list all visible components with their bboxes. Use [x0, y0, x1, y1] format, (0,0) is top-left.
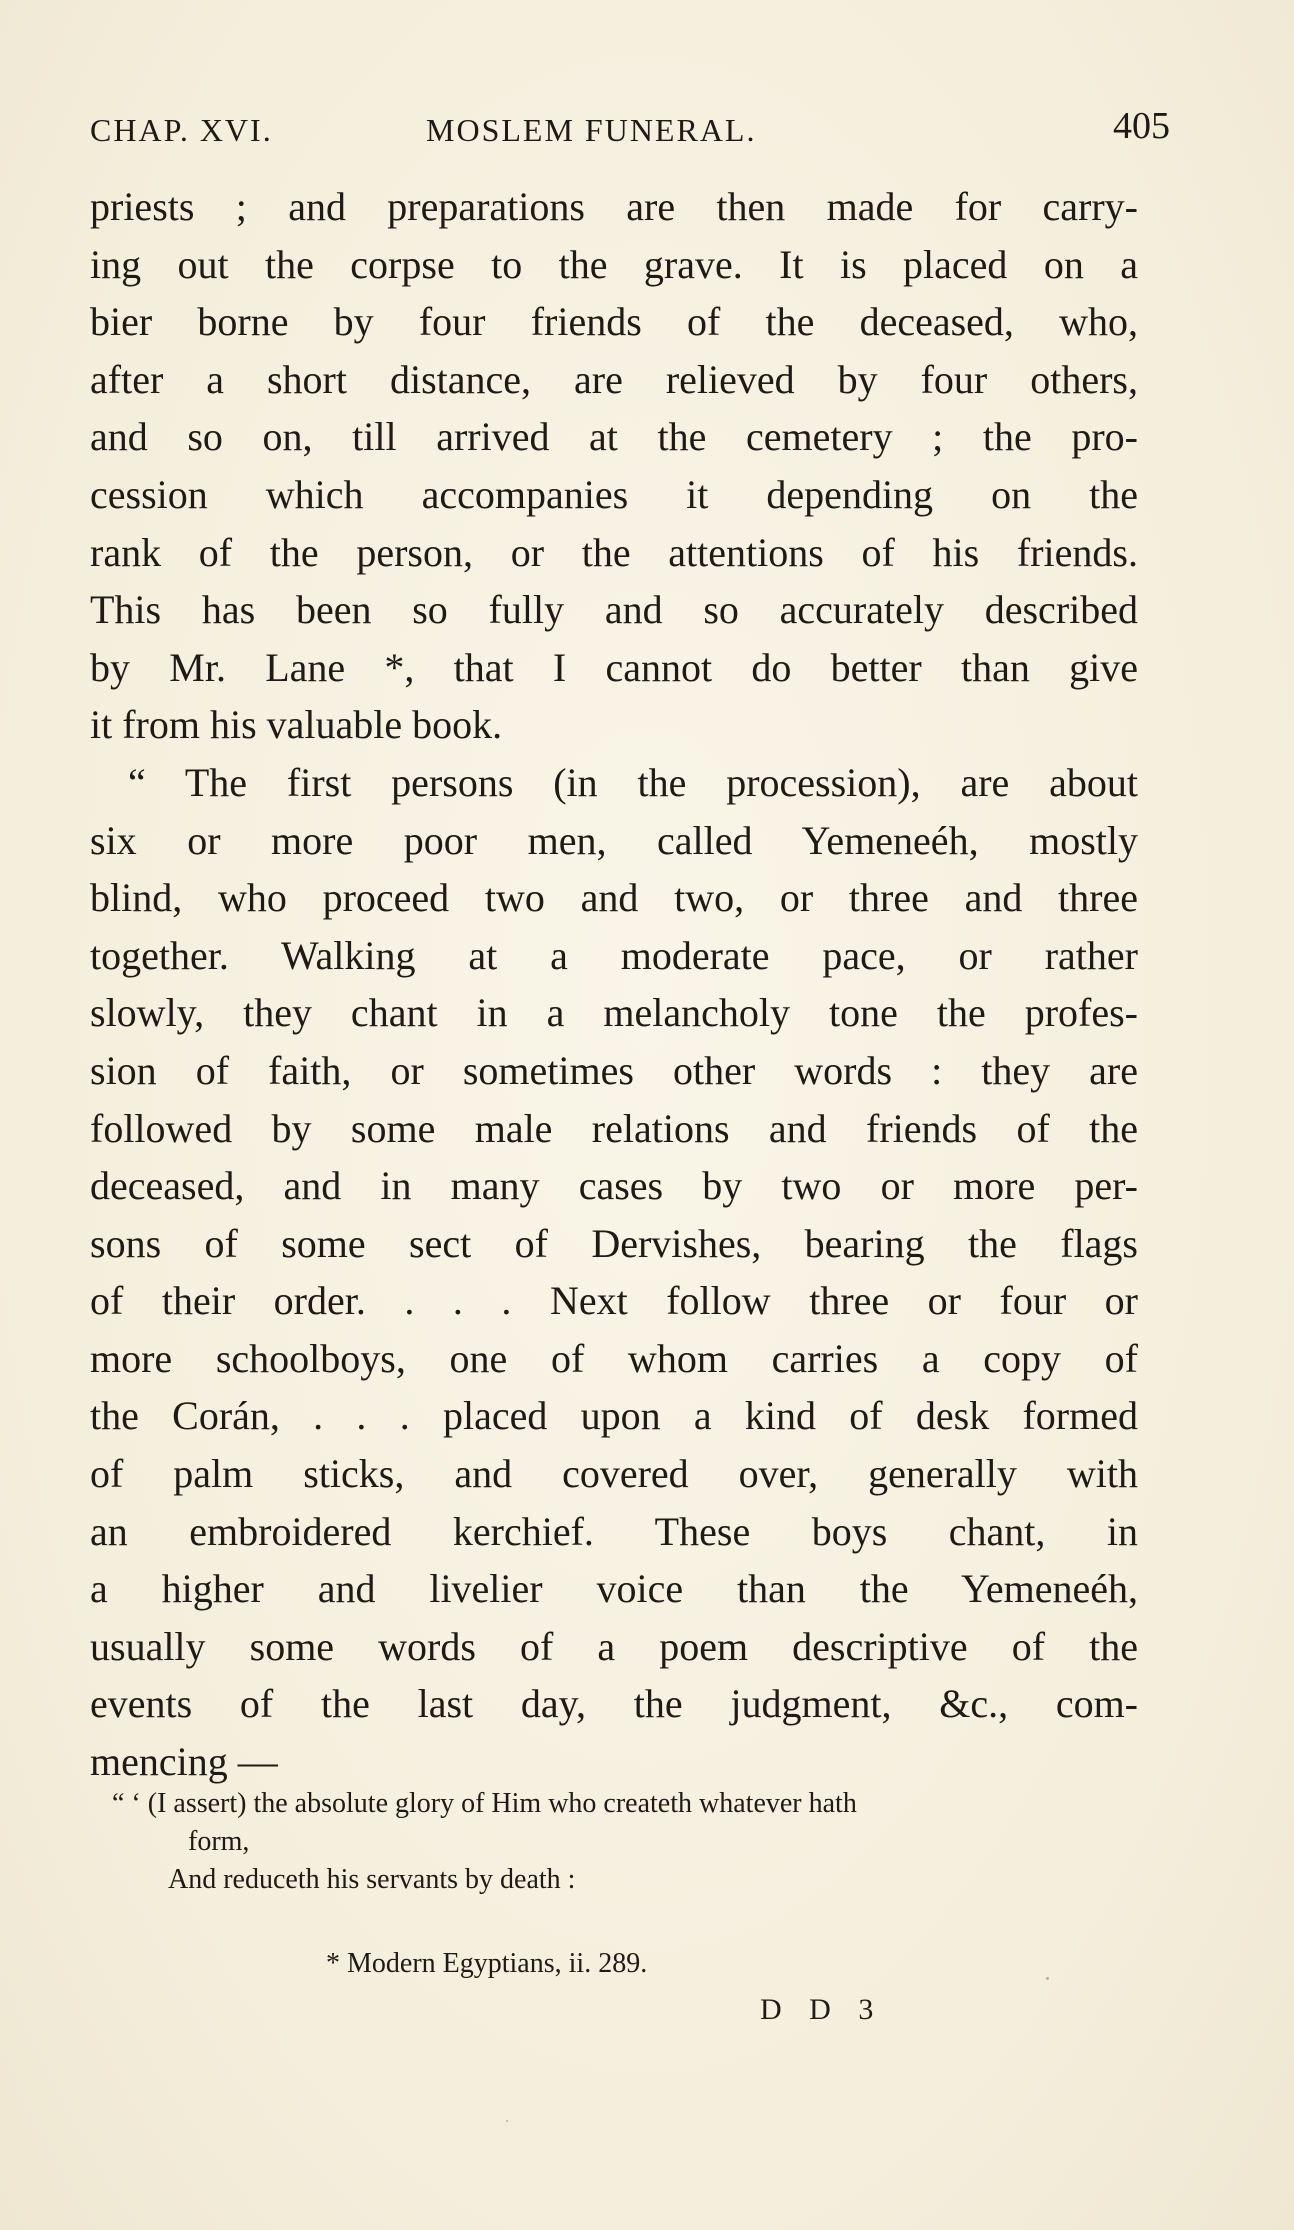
verse-line: And reduceth his servants by death : [168, 1864, 576, 1895]
text-line: the Corán, . . . placed upon a kind of desk formed [90, 1393, 1138, 1439]
text-line: priests ; and preparations are then made for carry- [90, 184, 1138, 229]
verse-quotation [112, 1785, 1132, 1899]
text-line: an embroidered kerchief. These boys chant, in [90, 1508, 1138, 1554]
text-line: blind, who proceed two and two, or three and three [90, 875, 1138, 921]
chapter-label: CHAP. XVI. [90, 112, 273, 148]
running-header [90, 104, 1170, 148]
body-text [90, 178, 1138, 1791]
text-line: sons of some sect of Dervishes, bearing the flags [90, 1220, 1138, 1266]
page-number: 405 [1113, 105, 1170, 147]
text-line: of palm sticks, and covered over, generally with [90, 1451, 1138, 1497]
text-line: deceased, and in many cases by two or more per- [90, 1163, 1138, 1209]
text-line: events of the last day, the judgment, &c., com- [90, 1681, 1138, 1727]
verse-line: form, [188, 1826, 250, 1857]
text-line: six or more poor men, called Yemeneéh, mostly [90, 817, 1138, 863]
text-line: it from his valuable book. [90, 702, 503, 748]
paper-speck [1046, 1977, 1049, 1980]
text-line: sion of faith, or sometimes other words : they are [90, 1047, 1138, 1093]
paper-speck [506, 2120, 508, 2122]
verse-line: “ ‘ (I assert) the absolute glory of Him who createth whatever hath [112, 1788, 857, 1819]
text-line: rank of the person, or the attentions of his friends. [90, 529, 1138, 575]
text-line: slowly, they chant in a melancholy tone the profes- [90, 990, 1138, 1036]
footnote: * Modern Egyptians, ii. 289. [326, 1948, 648, 1979]
signature-mark: D D 3 [760, 1993, 884, 2026]
text-line: cession which accompanies it depending on the [90, 471, 1138, 517]
text-line: together. Walking at a moderate pace, or rather [90, 932, 1138, 978]
text-line: a higher and livelier voice than the Yemeneéh, [90, 1566, 1138, 1612]
text-line: bier borne by four friends of the deceased, who, [90, 299, 1138, 345]
text-line: usually some words of a poem descriptive of the [90, 1623, 1138, 1669]
text-line: mencing — [90, 1739, 278, 1785]
text-line: of their order. . . . Next follow three or four or [90, 1278, 1138, 1324]
running-title: MOSLEM FUNERAL. [426, 112, 757, 148]
text-line: followed by some male relations and friends of the [90, 1105, 1138, 1151]
text-line: ing out the corpse to the grave. It is placed on a [90, 241, 1138, 287]
text-line: after a short distance, are relieved by four others, [90, 356, 1138, 402]
text-line: This has been so fully and so accurately described [90, 587, 1138, 633]
text-line: and so on, till arrived at the cemetery ; the pro- [90, 414, 1138, 460]
text-line: by Mr. Lane *, that I cannot do better than give [90, 644, 1138, 690]
text-line: “ The first persons (in the procession), are about [128, 759, 1138, 805]
text-line: more schoolboys, one of whom carries a copy of [90, 1335, 1138, 1381]
